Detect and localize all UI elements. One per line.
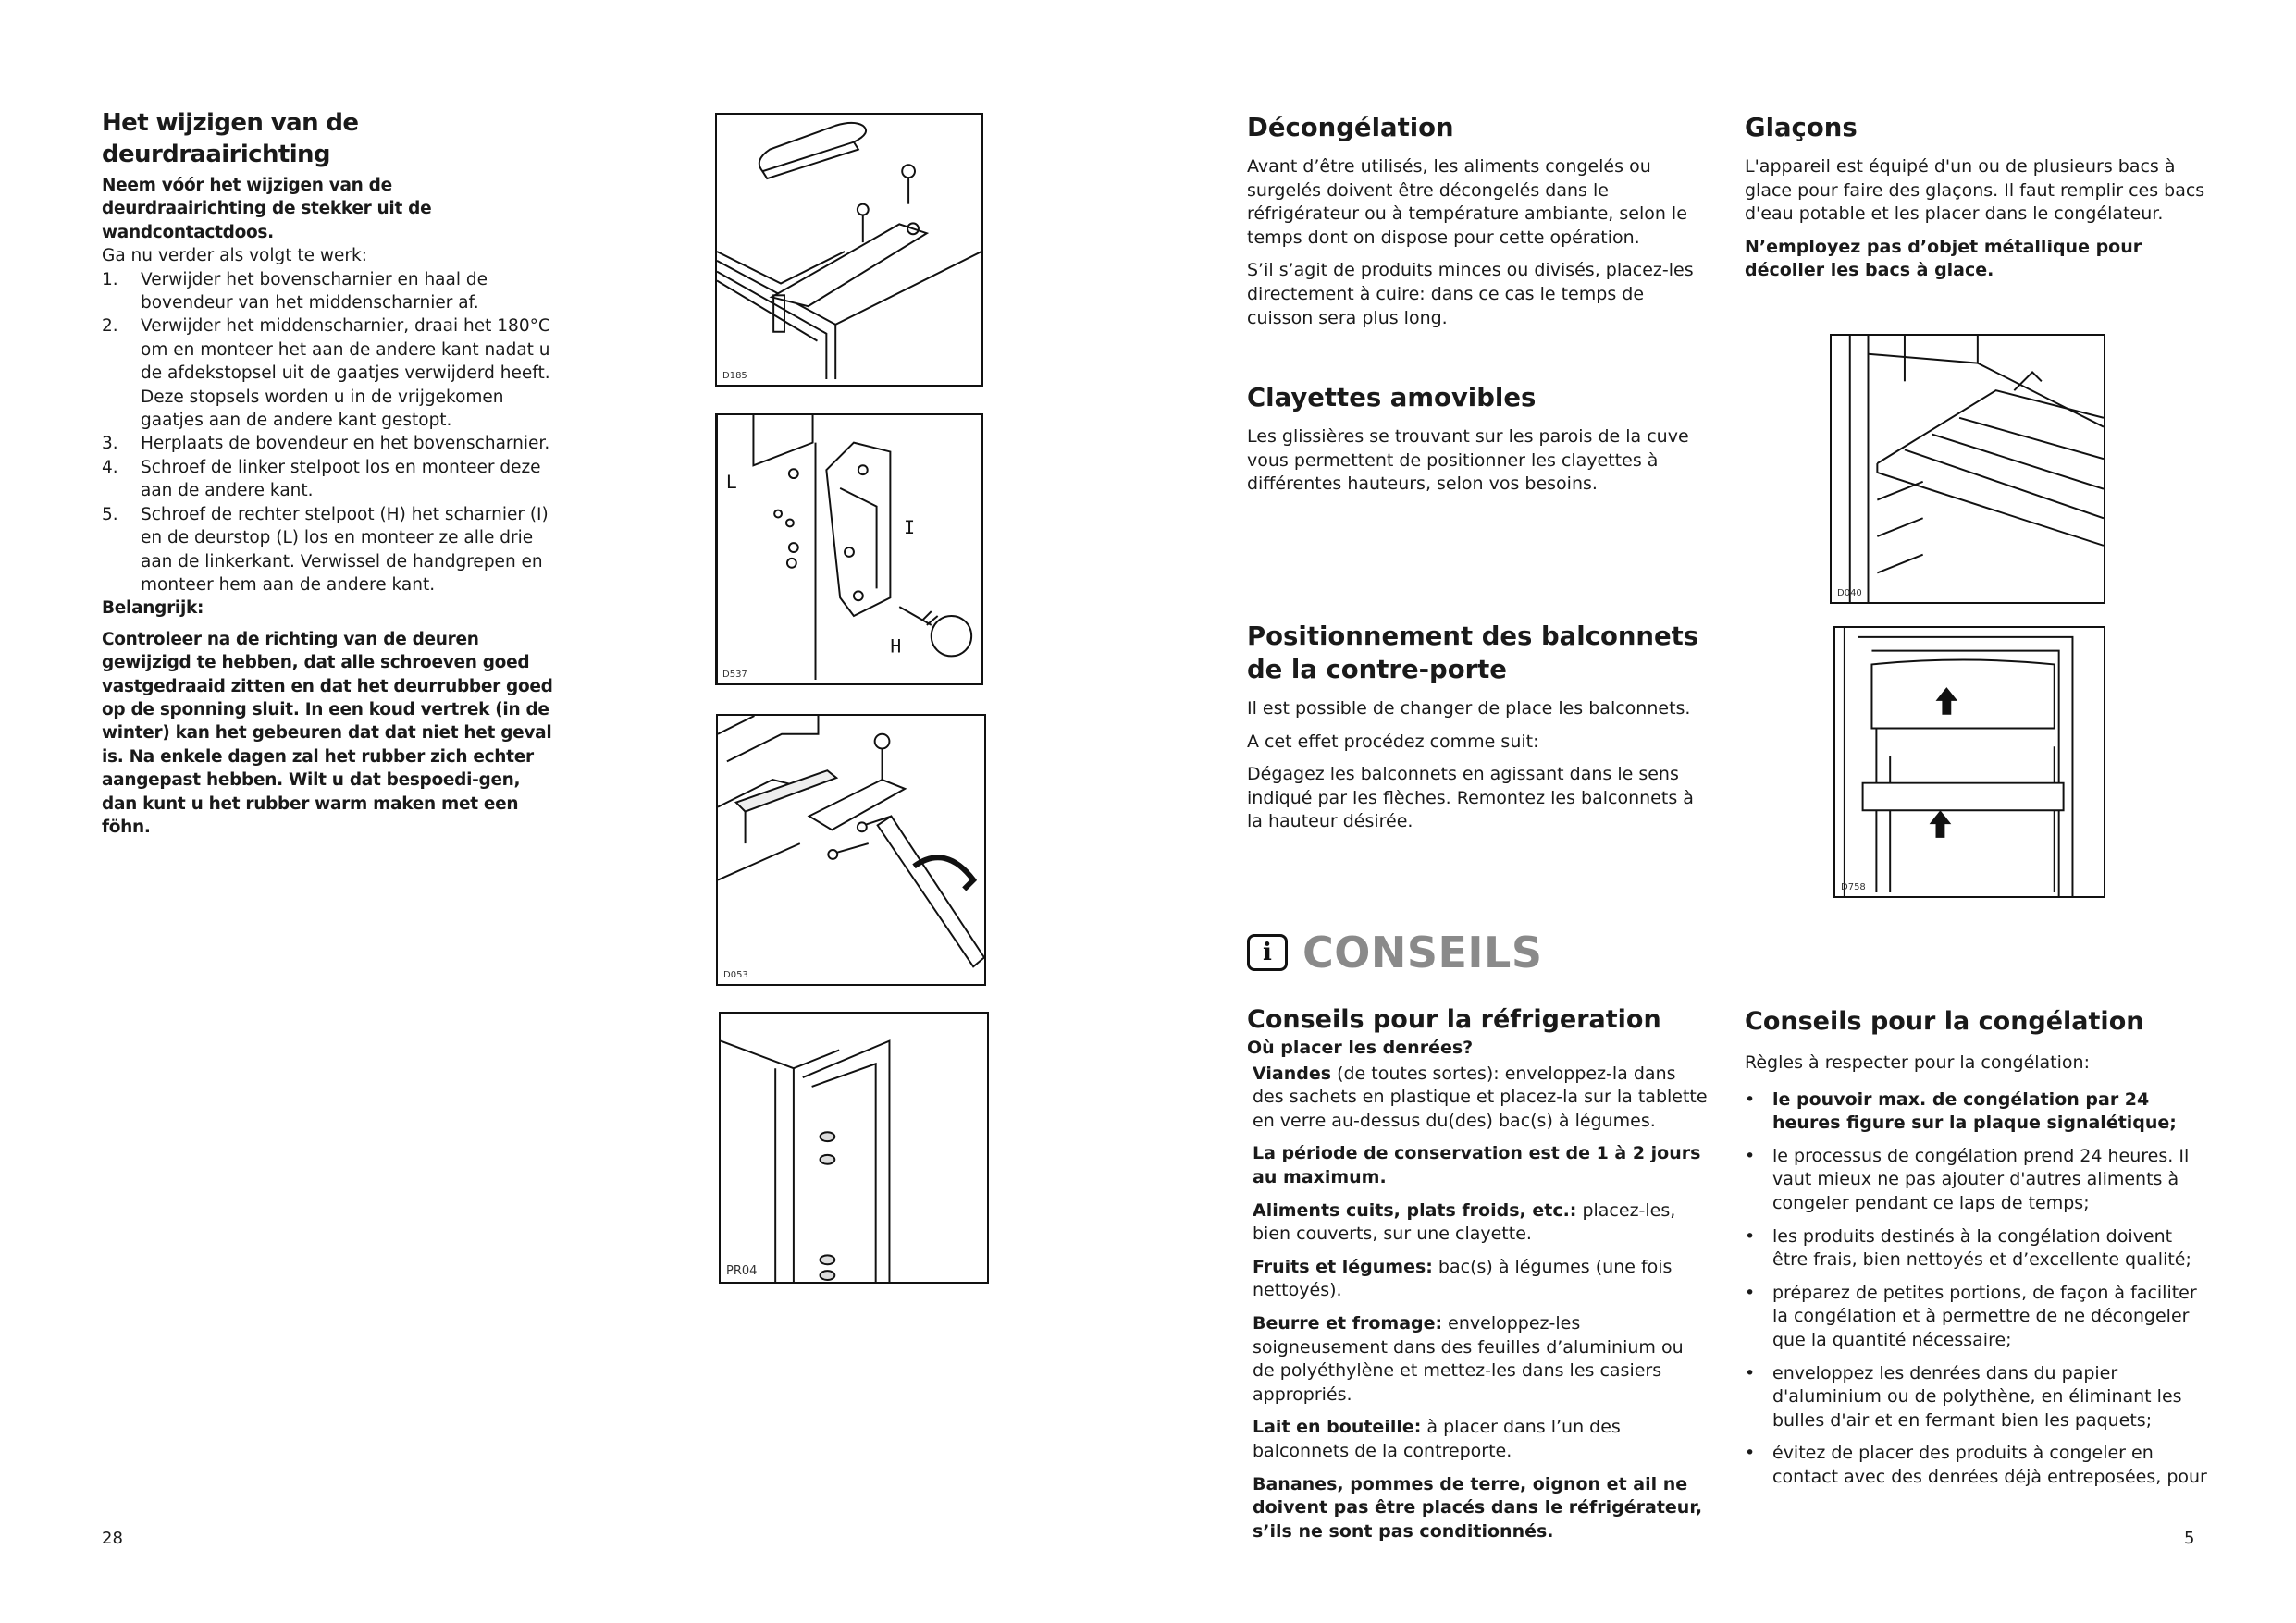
figure-code: D537 — [722, 670, 747, 680]
figure-middle-hinge — [715, 413, 983, 685]
left-page-text — [102, 107, 560, 839]
figure-code: PR04 — [726, 1264, 758, 1278]
congelation-section — [1745, 1005, 2212, 1499]
figure-top-hinge — [715, 113, 983, 387]
list-item: Aliments cuits, plats froids, etc.: placez-les, bien couverts, sur une clayette. — [1253, 1199, 1676, 1245]
screwdriver-illustration — [718, 716, 984, 984]
figure-shelves — [1830, 334, 2105, 604]
middle-hinge-illustration — [717, 415, 981, 683]
list-item: 1. Verwijder het bovenscharnier en haal de bovendeur van het middenscharnier af. — [102, 269, 488, 314]
decongelation-p1: Avant d’être utilisés, les aliments congelés ou surgelés doivent être décongelés dans le réfrigérateur ou à température ambiante, selon le temps dont on dispose pour cette opération. — [1247, 156, 1687, 248]
balconnets-p1: Il est possible de changer de place les balconnets. — [1247, 698, 1691, 719]
clayettes-p1: Les glissières se trouvant sur les parois de la cuve vous permettent de positionner les clayettes à différentes hauteurs, selon vos besoins. — [1247, 426, 1689, 495]
warning-text: Neem vóór het wijzigen van de deurdraairichting de stekker uit de wandcontactdoos. — [102, 176, 432, 242]
glacons-p1: L'appareil est équipé d'un ou de plusieurs bacs à glace pour faire des glaçons. Il faut remplir ces bacs d'eau potable et les placer dans le congélateur. — [1745, 156, 2205, 225]
label-l: L — [725, 471, 737, 493]
intro-text: Ga nu verder als volgt te werk: — [102, 246, 367, 266]
list-item: Lait en bouteille: à placer dans l’un des balconnets de la contreporte. — [1253, 1417, 1621, 1461]
figure-code: D040 — [1837, 588, 1862, 598]
top-hinge-illustration — [717, 115, 981, 385]
steps-list — [102, 268, 560, 597]
decongelation-title: Décongélation — [1247, 113, 1454, 142]
shelves-illustration — [1832, 336, 2104, 602]
refrigeration-title: Conseils pour la réfrigeration — [1247, 1005, 1661, 1034]
balconies-illustration — [1835, 628, 2104, 896]
list-item: • le pouvoir max. de congélation par 24 heures figure sur la plaque signalétique; — [1745, 1088, 2177, 1134]
list-item: • préparez de petites portions, de façon à faciliter la congélation et à permettre de ne décongeler que la quantité nécessaire; — [1745, 1282, 2197, 1350]
glacons-section — [1745, 111, 2212, 292]
list-item: • le processus de congélation prend 24 heures. Il vaut mieux ne pas ajouter d'autres aliments à congeler pendant ce laps de temps; — [1745, 1145, 2190, 1213]
decongelation-p2: S’il s’agit de produits minces ou divisés, placez-les directement à cuire: dans ce cas le temps de cuisson sera plus long. — [1247, 260, 1694, 328]
figure-code: D053 — [723, 970, 748, 980]
section-title-deurdraairichting: Het wijzigen van de deurdraairichting — [102, 109, 359, 168]
clayettes-section — [1247, 381, 1710, 506]
important-text: Controleer na de richting van de deuren gewijzigd te hebben, dat alle schroeven goed vastgedraaid zitten en dat het deurrubber goed op de sponning sluit. In een koud vertrek (in de winter) kan het gebeuren dat dat niet het geval is. Na enkele dagen zal het rubber zich echter aangepast hebben. Wilt u dat bespoedi-gen, dan kunt u het rubber warm maken met een föhn. — [102, 629, 553, 837]
list-item: Viandes (de toutes sortes): enveloppez-la dans des sachets en plastique et placez-la sur la tablette en verre au-dessus du(des) bac(s) à légumes. — [1253, 1063, 1708, 1131]
page-number-right: 5 — [2184, 1529, 2195, 1548]
label-i: I — [904, 517, 916, 539]
refrigeration-items — [1247, 1063, 1710, 1544]
balconnets-title: Positionnement des balconnets de la contre-porte — [1247, 621, 1699, 684]
list-item: 5. Schroef de rechter stelpoot (H) het scharnier (I) en de deurstop (L) los en monteer ze alle drie aan de linkerkant. Verwissel de handgrepen en monteer hem aan de andere kant. — [102, 504, 549, 595]
figure-code: D185 — [722, 371, 747, 381]
list-item: Beurre et fromage: enveloppez-les soigneusement dans des feuilles d’aluminium ou de polyéthylène et mettez-les dans les casiers appropriés. — [1253, 1312, 1684, 1405]
page-number-left: 28 — [102, 1529, 123, 1548]
congelation-list — [1745, 1088, 2212, 1490]
refrigeration-subtitle: Où placer les denrées? — [1247, 1038, 1474, 1058]
info-icon: i — [1247, 934, 1288, 971]
list-item: 4. Schroef de linker stelpoot los en monteer deze aan de andere kant. — [102, 457, 541, 501]
door-illustration — [721, 1014, 987, 1282]
label-h: H — [890, 635, 902, 658]
clayettes-title: Clayettes amovibles — [1247, 383, 1537, 412]
glacons-title: Glaçons — [1745, 113, 1858, 142]
list-item: 2. Verwijder het middenscharnier, draai het 180°C om en monteer het aan de andere kant nadat u de afdekstopsel uit de gaatjes verwijderd heeft. Deze stopsels worden u in de vrijgekomen gaatjes aan de andere kant gestopt. — [102, 316, 550, 431]
refrigeration-section — [1247, 1003, 1710, 1553]
conseils-title: CONSEILS — [1302, 928, 1543, 977]
list-item: Fruits et légumes: bac(s) à légumes (une fois nettoyés). — [1253, 1256, 1673, 1301]
list-item: Bananes, pommes de terre, oignon et ail ne doivent pas être placés dans le réfrigérateur, s’ils ne sont pas conditionnés. — [1253, 1473, 1703, 1542]
list-item: • les produits destinés à la congélation doivent être frais, bien nettoyés et d’excellente qualité; — [1745, 1225, 2191, 1271]
list-item: • évitez de placer des produits à congeler en contact avec des denrées déjà entreposées, pour — [1745, 1443, 2207, 1487]
list-item: La période de conservation est de 1 à 2 jours au maximum. — [1253, 1143, 1701, 1187]
list-item: 3. Herplaats de bovendeur en het bovenscharnier. — [102, 434, 550, 454]
congelation-title: Conseils pour la congélation — [1745, 1007, 2144, 1036]
balconnets-p3: Dégagez les balconnets en agissant dans le sens indiqué par les flèches. Remontez les balconnets à la hauteur désirée. — [1247, 764, 1694, 832]
figure-balconies — [1833, 626, 2105, 898]
figure-door — [719, 1012, 989, 1284]
glacons-p2: N’employez pas d’objet métallique pour décoller les bacs à glace. — [1745, 236, 2142, 281]
balconnets-p2: A cet effet procédez comme suit: — [1247, 731, 1539, 752]
balconnets-section — [1247, 620, 1710, 843]
congelation-intro: Règles à respecter pour la congélation: — [1745, 1052, 2090, 1073]
figure-code: D758 — [1841, 882, 1866, 892]
decongelation-section — [1247, 111, 1710, 339]
conseils-header — [1247, 928, 1542, 977]
list-item: • enveloppez les denrées dans du papier d'aluminium ou de polythène, en éliminant les bulles d'air et en fermant bien les paquets; — [1745, 1362, 2182, 1431]
figure-screwdriver — [716, 714, 986, 986]
important-label: Belangrijk: — [102, 598, 204, 619]
